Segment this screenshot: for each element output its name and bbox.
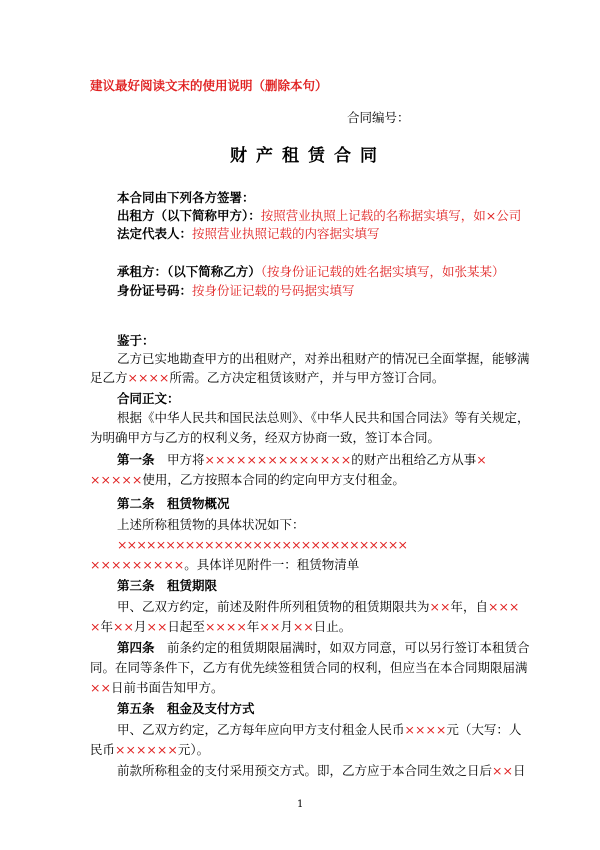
whereas-line-2: 足乙方××××所需。乙方决定租赁该财产，并与甲方签订合同。 bbox=[90, 370, 445, 385]
article-4-heading: 第四条 bbox=[117, 640, 155, 655]
usage-note: 建议最好阅读文末的使用说明（删除本句） bbox=[90, 78, 328, 93]
article-2-heading: 第二条 租赁物概况 bbox=[117, 496, 230, 511]
legal-rep-value: 按照营业执照记载的内容据实填写 bbox=[192, 226, 380, 241]
lessee-line bbox=[117, 264, 505, 280]
article-4-line-3: ××日前书面告知甲方。 bbox=[90, 680, 224, 695]
id-value: 按身份证记载的号码据实填写 bbox=[192, 283, 355, 298]
lessor-line bbox=[117, 208, 521, 224]
whereas-label: 鉴于： bbox=[117, 333, 155, 348]
id-line bbox=[117, 283, 355, 299]
article-1-line-1: 第一条 甲方将××××××××××××××的财产出租给乙方从事× bbox=[117, 452, 487, 467]
lessor-value: 按照营业执照上记载的名称据实填写，如×公司 bbox=[260, 208, 522, 223]
page-title: 财产租赁合同 bbox=[230, 146, 386, 166]
body-line-2: 为明确甲方与乙方的权利义务，经双方协商一致，签订本合同。 bbox=[90, 430, 441, 445]
article-4-line-2: 同。在同等条件下，乙方有优先续签租赁合同的权利，但应当在本合同期限届满 bbox=[90, 660, 528, 675]
article-4-line-1: 第四条 前条约定的租赁期限届满时，如双方同意，可以另行签订本租赁合 bbox=[117, 640, 530, 655]
article-2-line-2: ×××××××××××××××××××××××××××××× bbox=[117, 537, 408, 552]
body-label: 合同正文： bbox=[117, 391, 180, 406]
legal-rep-line bbox=[117, 226, 380, 242]
parties-intro: 本合同由下列各方签署： bbox=[117, 190, 255, 205]
legal-rep-label: 法定代表人： bbox=[117, 226, 193, 241]
article-2-line-3: ×××××××××。具体详见附件一：租赁物清单 bbox=[90, 557, 360, 572]
article-5-line-3: 前款所称租金的支付采用预交方式。即，乙方应于本合同生效之日后××日 bbox=[117, 763, 526, 778]
article-5-heading: 第五条 租金及支付方式 bbox=[117, 701, 255, 716]
article-3-line-1: 甲、乙双方约定，前述及附件所列租赁物的租赁期限共为××年，自××× bbox=[117, 599, 520, 614]
article-3-heading: 第三条 租赁期限 bbox=[117, 578, 218, 593]
article-1-line-2: ×××××使用，乙方按照本合同的约定向甲方支付租金。 bbox=[90, 472, 405, 487]
article-5-line-1: 甲、乙双方约定，乙方每年应向甲方支付租金人民币××××元（大写：人 bbox=[117, 722, 522, 737]
article-5-line-2: 民币××××××元）。 bbox=[90, 742, 210, 757]
id-label: 身份证号码： bbox=[117, 283, 193, 298]
lessee-label: 承租方：（以下简称乙方） bbox=[117, 264, 261, 279]
page-number: 1 bbox=[297, 799, 304, 810]
lessee-value: （按身份证记载的姓名据实填写，如张某某） bbox=[260, 264, 505, 279]
contract-number-label: 合同编号： bbox=[347, 110, 410, 125]
lessor-label: 出租方（以下简称甲方）： bbox=[117, 208, 261, 223]
article-3-line-2: ×年××月××日起至××××年××月××日止。 bbox=[90, 619, 352, 634]
body-line-1: 根据《中华人民共和国民法总则》、《中华人民共和国合同法》等有关规定， bbox=[117, 410, 530, 425]
article-2-line-1: 上述所称租赁物的具体状况如下： bbox=[117, 517, 305, 532]
article-1-heading: 第一条 bbox=[117, 452, 155, 467]
whereas-line-1: 乙方已实地勘查甲方的出租财产，对养出租财产的情况已全面掌握，能够满 bbox=[117, 351, 530, 366]
